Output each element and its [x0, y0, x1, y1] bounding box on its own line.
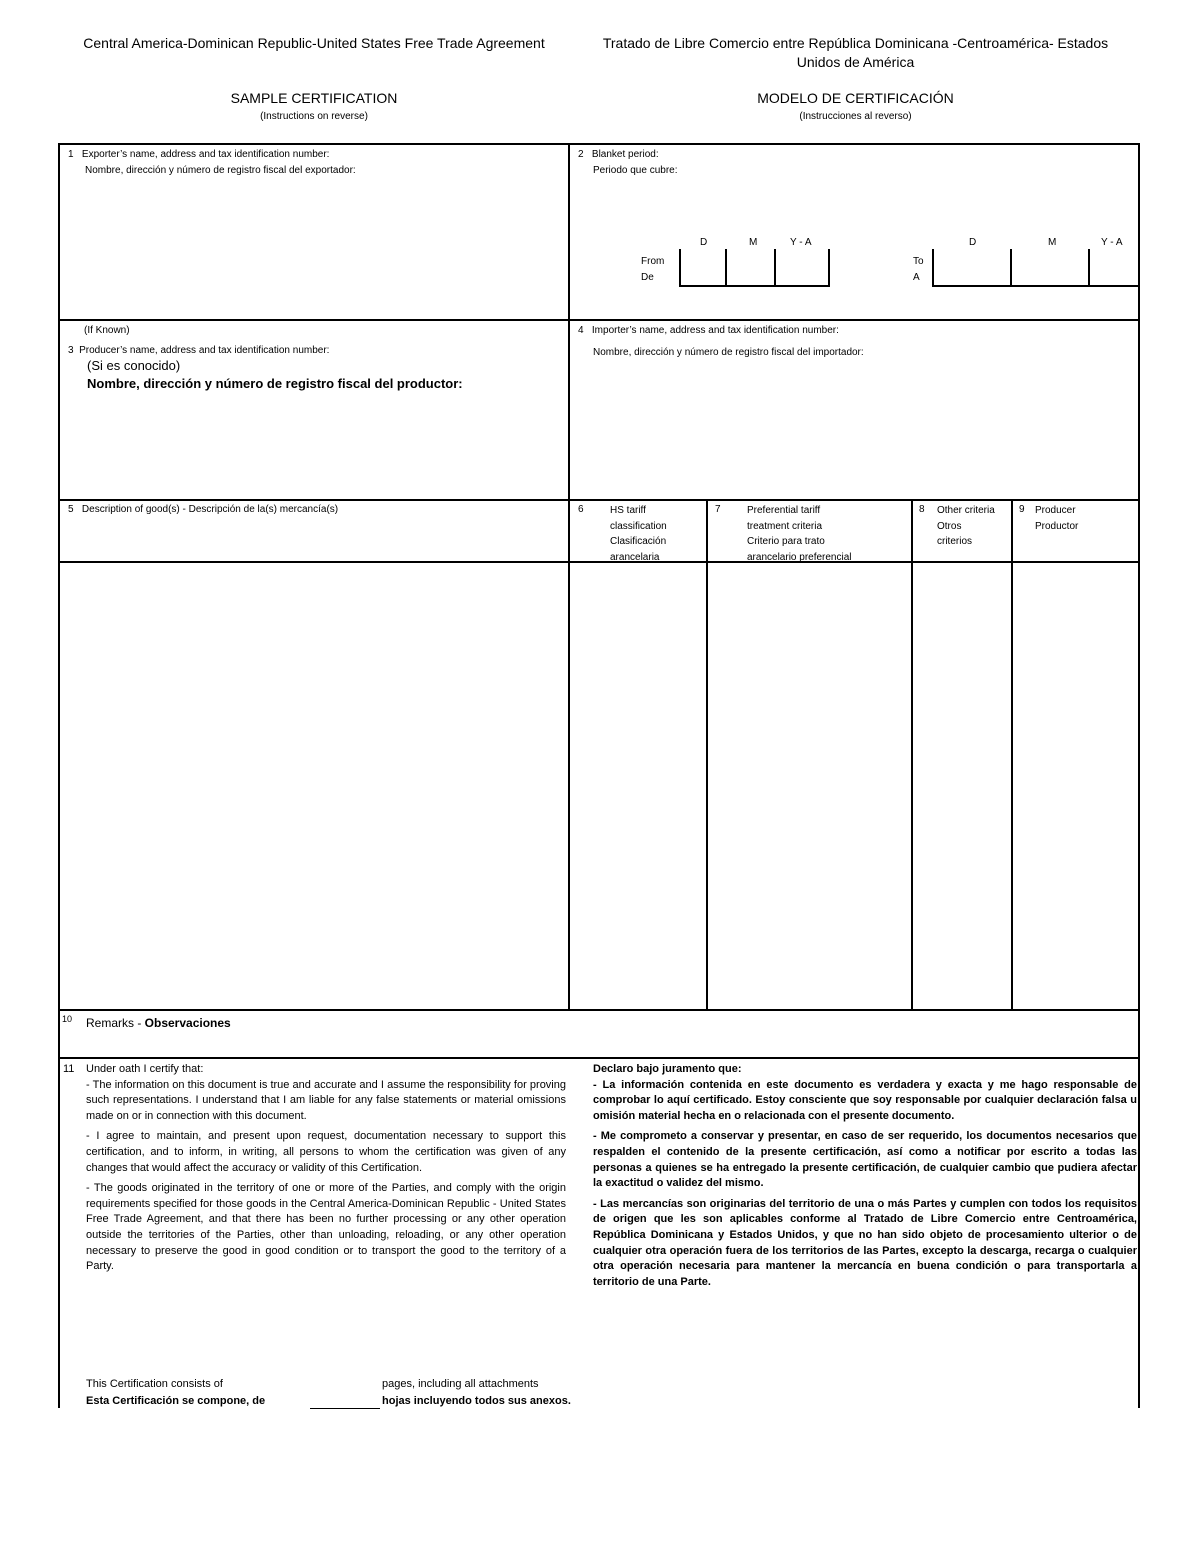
box1-exporter[interactable] [68, 148, 563, 316]
box8-number: 8 [919, 504, 925, 515]
box2-spanish-label: Periodo que cubre: [593, 165, 678, 176]
to-year-field[interactable] [1088, 249, 1138, 287]
box9-entry-area[interactable] [1013, 563, 1138, 1009]
box7-entry-area[interactable] [708, 563, 911, 1009]
to-label-english: To [913, 256, 924, 267]
box11-english-paragraph-3: - The goods originated in the territory of one or more of the Parties, and comply with the origin requirements specified for those goods in the Central America-Dominican Republic - United States Free Trade Agreement, and that there has been no further processing or any other operation outside the territories of the Parties, other than unloading, reloading, or any other operation necessary to preserve the good in good condition or to transport the good to the territory of a Party. [86, 1182, 566, 1273]
box6-line1: HS tariff [610, 505, 646, 516]
box3-english-label [68, 344, 563, 358]
box6-line2: classification [610, 520, 667, 532]
to-label [913, 254, 924, 286]
box11-spanish-declaration [593, 1062, 1137, 1290]
to-date-d-label: D [969, 237, 977, 248]
row-divider-5 [58, 1057, 1140, 1059]
box7-line3: Criterio para trato [747, 536, 825, 547]
box1-english-text: Exporter’s name, address and tax identification number: [81, 149, 330, 160]
box4-spanish-label: Nombre, dirección y número de registro fiscal del importador: [593, 347, 864, 358]
box9-line2: Productor [1035, 520, 1079, 532]
instructions-note-spanish: (Instrucciones al reverso) [799, 111, 912, 122]
from-month-field[interactable] [725, 249, 776, 287]
box3-if-known: (If Known) [84, 325, 130, 336]
sample-certification-heading: SAMPLE CERTIFICATION [230, 90, 398, 106]
box7-number: 7 [715, 504, 721, 515]
box11-english-paragraph-2: - I agree to maintain, and present upon request, documentation necessary to support this certification, and to inform, in writing, all persons to whom the certification was given of any changes that would affect the accuracy or validity of this Certification. [86, 1130, 566, 1174]
form-right-border [1138, 143, 1140, 1408]
modelo-certificacion-heading: MODELO DE CERTIFICACIÓN [757, 90, 954, 106]
row-divider-2 [58, 499, 1140, 501]
from-day-field[interactable] [679, 249, 727, 287]
pages-english-text-b: pages, including all attachments [382, 1378, 539, 1390]
box11-english-declaration [86, 1062, 566, 1275]
from-label [641, 254, 664, 286]
box6-line3: Clasificación [610, 536, 667, 547]
pages-count-field[interactable] [310, 1408, 380, 1409]
to-day-field[interactable] [932, 249, 1012, 287]
box4-importer[interactable] [578, 324, 1133, 496]
box2-blanket-period [578, 148, 1133, 178]
box7-line2: treatment criteria [747, 520, 823, 532]
box10-number: 10 [62, 1014, 73, 1024]
title-english [75, 34, 553, 53]
from-label-english: From [641, 256, 665, 267]
box6-entry-area[interactable] [570, 563, 706, 1009]
box5-number: 5 [68, 504, 74, 515]
box9-line1: Producer [1035, 505, 1076, 516]
box1-number: 1 [68, 149, 74, 160]
to-date-ya-label: Y - A [1101, 237, 1123, 248]
box4-english-text: Importer’s name, address and tax identification number: [591, 325, 839, 336]
box4-english-label [578, 324, 1133, 338]
form-top-border [58, 143, 1140, 145]
box3-spanish-label: Nombre, dirección y número de registro fiscal del productor: [87, 376, 463, 391]
box5-label: Description of good(s) - Descripción de la(s) mercancía(s) [81, 504, 339, 515]
box4-number: 4 [578, 325, 584, 336]
box8-other-criteria-header [919, 503, 1009, 550]
row-divider-4 [58, 1009, 1140, 1011]
box3-number: 3 [68, 345, 74, 356]
box1-spanish-label: Nombre, dirección y número de registro fiscal del exportador: [85, 165, 356, 176]
instructions-note-english: (Instructions on reverse) [260, 111, 368, 122]
box9-producer-header [1019, 503, 1134, 534]
to-label-spanish: A [913, 272, 920, 283]
box7-line4: arancelario preferencial [747, 551, 852, 563]
box6-line4: arancelaria [610, 551, 660, 563]
box11-spanish-paragraph-3: - Las mercancías son originarias del territorio de una o más Partes y cumplen con todos los requisitos de origen que les son aplicables conforme al Tratado de Libre Comercio entre Centroamérica, República Dominicana y Estados Unidos, y que no han sido objeto de procesamiento ulterior o de cualquier otra operación fuera de los territorios de las Partes, excepto la descarga, recarga o cualquier otra operación necesaria para mantener la mercancía en buena condición o para transportarla a territorio de una Parte. [593, 1197, 1137, 1288]
box8-line1: Other criteria [937, 505, 995, 516]
pages-spanish-text-a: Esta Certificación se compone, de [86, 1395, 266, 1407]
box9-number: 9 [1019, 504, 1025, 515]
box3-si-es-conocido: (Si es conocido) [87, 358, 181, 373]
pages-english-text-a: This Certification consists of [86, 1378, 223, 1390]
box7-line1: Preferential tariff [747, 505, 821, 516]
box11-english-intro: Under oath I certify that: [86, 1063, 204, 1075]
title-spanish-text: Tratado de Libre Comercio entre República Dominicana -Centroamérica- Estados Unidos de América [602, 35, 1109, 70]
box1-english-label [68, 148, 563, 162]
from-date-ya-label: Y - A [790, 237, 812, 248]
row-divider-1 [58, 319, 1140, 321]
from-date-d-label: D [700, 237, 708, 248]
title-spanish [583, 34, 1128, 72]
from-label-spanish: De [641, 272, 654, 283]
box6-hs-header [578, 503, 703, 565]
box5-description-header [68, 503, 563, 517]
box2-english-text: Blanket period: [591, 149, 659, 160]
box8-line2: Otros [937, 520, 962, 532]
to-date-m-label: M [1048, 237, 1057, 248]
box11-spanish-intro: Declaro bajo juramento que: [593, 1063, 742, 1075]
box11-spanish-paragraph-1: - La información contenida en este documento es verdadera y exacta y me hago responsable de comprobar lo aquí certificado. Estoy consciente que soy responsable por cualquier declaración falsa u omisión material hecha en o relacionada con el presente documento. [593, 1078, 1137, 1122]
from-date-m-label: M [749, 237, 758, 248]
box8-line3: criterios [937, 536, 973, 547]
box11-number: 11 [63, 1063, 75, 1075]
box6-number: 6 [578, 504, 584, 515]
box3-english-text: Producer’s name, address and tax identification number: [79, 345, 330, 356]
to-month-field[interactable] [1010, 249, 1090, 287]
box2-english-label [578, 148, 1133, 162]
box10-english-text: Remarks - [86, 1016, 145, 1030]
from-year-field[interactable] [774, 249, 830, 287]
title-english-text: Central America-Dominican Republic-United States Free Trade Agreement [83, 35, 545, 51]
box11-spanish-paragraph-2: - Me comprometo a conservar y presentar, en caso de ser requerido, los documentos necesarios que respalden el contenido de la presente certificación, así como a notificar por escrito a todas las personas a quienes se ha entregado la presente certificación, de cualquier cambio que pudiera afectar la exactitud o validez del mismo. [593, 1130, 1137, 1190]
box11-english-paragraph-1: - The information on this document is true and accurate and I assume the responsibility for proving such representations. I understand that I am liable for any false statements or material omissions made on or in connection with this document. [86, 1078, 566, 1122]
box2-number: 2 [578, 149, 584, 160]
pages-spanish-text-b: hojas incluyendo todos sus anexos. [382, 1395, 571, 1407]
box10-spanish-text: Observaciones [144, 1016, 231, 1030]
box10-remarks[interactable] [62, 1012, 1132, 1054]
box3-producer[interactable] [68, 324, 563, 496]
box7-preferential-header [715, 503, 907, 565]
box5-entry-area[interactable] [60, 563, 568, 1009]
box8-entry-area[interactable] [913, 563, 1011, 1009]
box10-label [86, 1015, 231, 1031]
